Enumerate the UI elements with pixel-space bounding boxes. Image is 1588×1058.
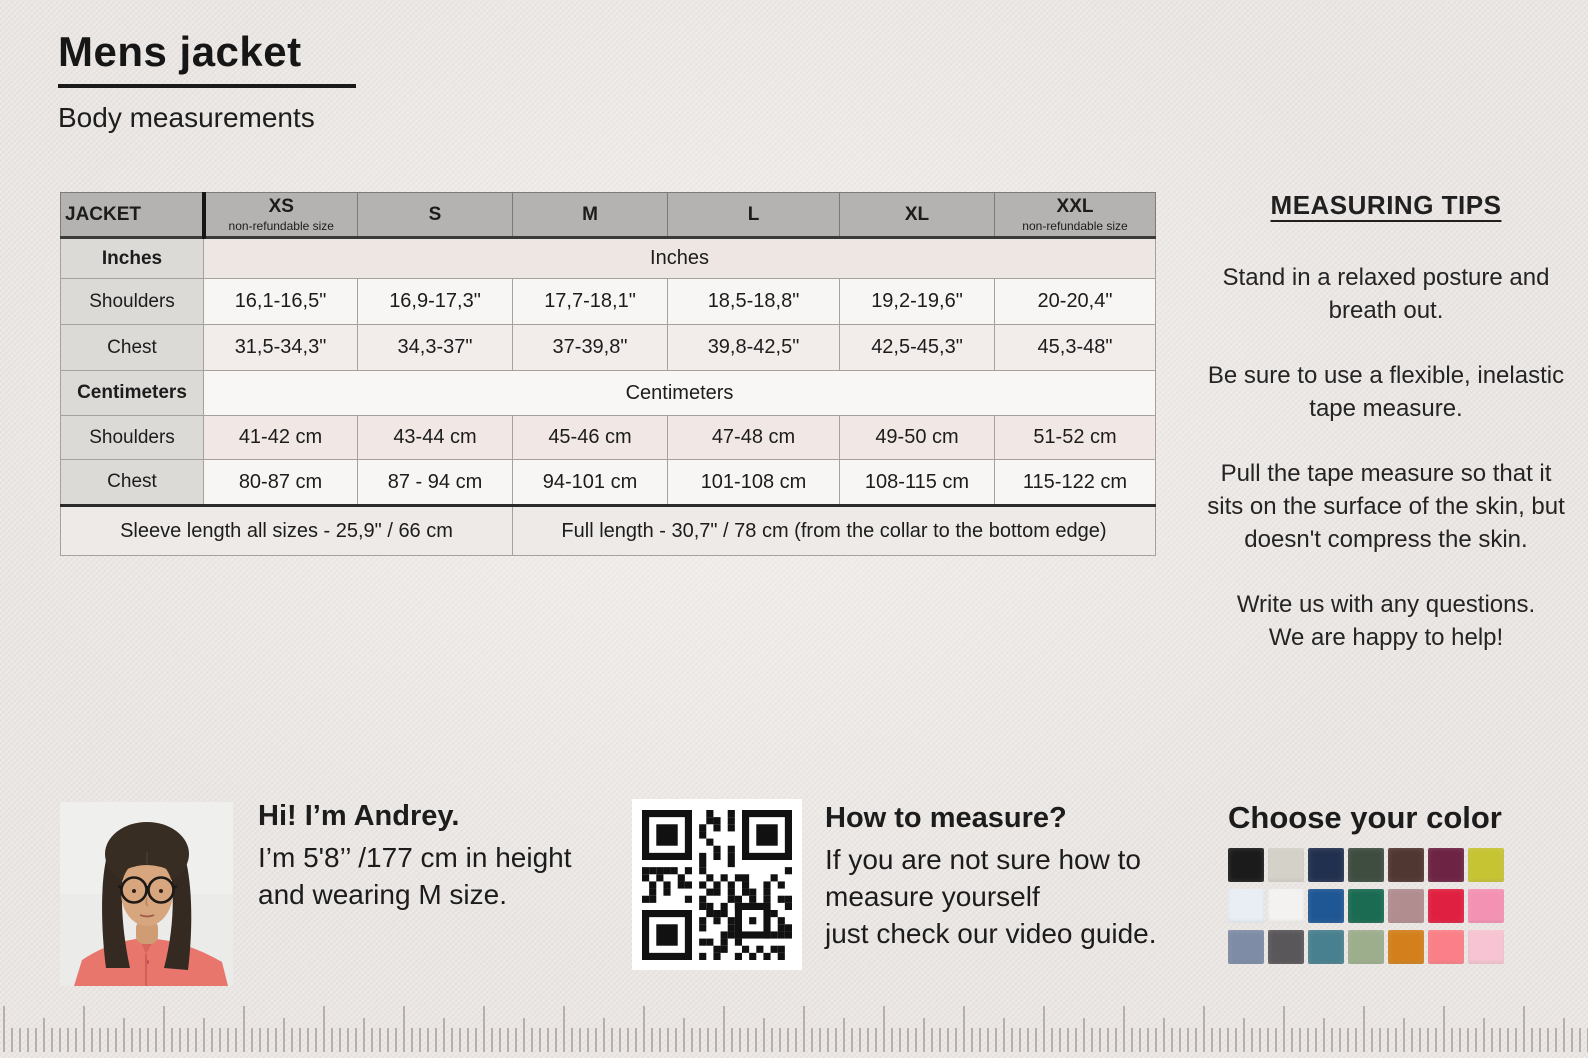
column-header-l: [668, 193, 840, 238]
chest-in-l: 39,8-42,5": [668, 325, 840, 371]
table-corner-cell: JACKET: [61, 193, 204, 238]
color-chooser-heading: Choose your color: [1228, 800, 1502, 835]
column-label: S: [428, 203, 442, 225]
tip-happy-to-help: We are happy to help!: [1268, 624, 1504, 651]
shoulders-cm-s: 43-44 cm: [358, 416, 513, 460]
section-label-centimeters: Centimeters: [61, 371, 204, 416]
chest-in-xs: 31,5-34,3": [204, 325, 358, 371]
qr-code-box: [632, 799, 802, 970]
shoulders-in-xs: 16,1-16,5": [204, 279, 358, 325]
shoulders-cm-m: 45-46 cm: [513, 416, 668, 460]
row-label-shoulders: Shoulders: [61, 279, 204, 325]
how-to-measure-line3: just check our video guide.: [825, 918, 1157, 949]
column-label: M: [582, 203, 598, 225]
inches-span-label: Inches: [204, 238, 1156, 279]
color-swatch-charcoal: [1268, 930, 1304, 964]
color-swatch-black: [1228, 848, 1264, 882]
tip-tape-tension: Pull the tape measure so that it sits on the surface of the skin, but doesn't compress the skin.: [1207, 460, 1565, 553]
column-label: XXL: [1056, 196, 1094, 217]
model-size: and wearing M size.: [258, 879, 508, 910]
color-swatch-red: [1428, 889, 1464, 923]
size-table: [60, 192, 1156, 556]
column-header-xl: [840, 193, 995, 238]
color-swatch-white: [1268, 889, 1304, 923]
color-swatch-teal: [1308, 930, 1344, 964]
chest-cm-xl: 108-115 cm: [840, 460, 995, 506]
chest-in-xxl: 45,3-48": [995, 325, 1156, 371]
chest-cm-row: [61, 460, 1156, 506]
color-swatch-orange: [1388, 930, 1424, 964]
column-label: L: [747, 203, 760, 225]
color-swatch-sage: [1348, 930, 1384, 964]
table-footer-row: [61, 506, 1156, 556]
how-to-measure-line2: measure yourself: [825, 881, 1040, 912]
shoulders-inches-row: [61, 279, 1156, 325]
page-subtitle: Body measurements: [58, 102, 315, 133]
shoulders-cm-xl: 49-50 cm: [840, 416, 995, 460]
section-label-inches: Inches: [61, 238, 204, 279]
how-to-measure: [825, 802, 1157, 952]
color-swatch-dark-brown: [1388, 848, 1424, 882]
qr-code: [642, 810, 792, 960]
color-swatch-forest-green: [1348, 848, 1384, 882]
chest-cm-xxl: 115-122 cm: [995, 460, 1156, 506]
color-chooser: [1228, 800, 1504, 964]
color-swatch-burgundy: [1428, 848, 1464, 882]
color-swatch-pink: [1468, 889, 1504, 923]
shoulders-in-m: 17,7-18,1": [513, 279, 668, 325]
size-table-grid: [60, 192, 1156, 556]
shoulders-in-xl: 19,2-19,6": [840, 279, 995, 325]
column-label: XL: [904, 203, 930, 225]
color-swatch-navy: [1308, 848, 1344, 882]
tip-posture: Stand in a relaxed posture and breath out.: [1222, 264, 1550, 324]
shoulders-cm-l: 47-48 cm: [668, 416, 840, 460]
color-swatch-light-pink: [1468, 930, 1504, 964]
shoulders-cm-xxl: 51-52 cm: [995, 416, 1156, 460]
measuring-tips: [1200, 190, 1572, 686]
row-label-shoulders: Shoulders: [61, 416, 204, 460]
color-swatch-chartreuse: [1468, 848, 1504, 882]
how-to-measure-heading: How to measure?: [825, 802, 1067, 834]
chest-inches-row: [61, 325, 1156, 371]
model-photo: [60, 802, 233, 986]
chest-cm-s: 87 - 94 cm: [358, 460, 513, 506]
how-to-measure-line1: If you are not sure how to: [825, 844, 1141, 875]
color-swatch-emerald: [1348, 889, 1384, 923]
centimeters-span-label: Centimeters: [204, 371, 1156, 416]
title-block: [58, 28, 356, 134]
shoulders-in-xxl: 20-20,4": [995, 279, 1156, 325]
full-length-note: Full length - 30,7" / 78 cm (from the collar to the bottom edge): [513, 506, 1156, 556]
chest-cm-l: 101-108 cm: [668, 460, 840, 506]
inches-section-row: [61, 238, 1156, 279]
tip-write-us: Write us with any questions.: [1236, 591, 1536, 618]
sleeve-length-note: Sleeve length all sizes - 25,9" / 66 cm: [61, 506, 513, 556]
column-label: XS: [268, 196, 294, 217]
chest-in-xl: 42,5-45,3": [840, 325, 995, 371]
column-header-s: [358, 193, 513, 238]
chest-in-s: 34,3-37": [358, 325, 513, 371]
row-label-chest: Chest: [61, 325, 204, 371]
page-title: Mens jacket: [58, 28, 302, 75]
column-header-xxl: [995, 193, 1156, 238]
shoulders-in-l: 18,5-18,8": [668, 279, 840, 325]
title-underline: [58, 84, 356, 88]
chest-in-m: 37-39,8": [513, 325, 668, 371]
table-header-row: [61, 193, 1156, 238]
color-swatch-mauve: [1388, 889, 1424, 923]
chest-cm-xs: 80-87 cm: [204, 460, 358, 506]
column-header-xs: [204, 193, 358, 238]
ruler-decoration: [0, 1000, 1588, 1058]
tip-tape-type: Be sure to use a flexible, inelastic tape measure.: [1207, 362, 1565, 422]
column-note: non-refundable size: [1022, 219, 1128, 233]
column-header-m: [513, 193, 668, 238]
centimeters-section-row: [61, 371, 1156, 416]
chest-cm-m: 94-101 cm: [513, 460, 668, 506]
color-swatch-oatmeal: [1268, 848, 1304, 882]
shoulders-cm-row: [61, 416, 1156, 460]
column-note: non-refundable size: [228, 219, 334, 233]
color-swatch-royal-blue: [1308, 889, 1344, 923]
color-swatch-slate-blue: [1228, 930, 1264, 964]
color-swatch-coral: [1428, 930, 1464, 964]
row-label-chest: Chest: [61, 460, 204, 506]
shoulders-in-s: 16,9-17,3": [358, 279, 513, 325]
model-height: I’m 5'8’’ /177 cm in height: [258, 842, 572, 873]
shoulders-cm-xs: 41-42 cm: [204, 416, 358, 460]
measuring-tips-heading: MEASURING TIPS: [1270, 190, 1502, 220]
color-swatch-grid: [1228, 848, 1504, 964]
model-greeting: Hi! I’m Andrey.: [258, 800, 460, 832]
color-swatch-ice-white: [1228, 889, 1264, 923]
model-info: [258, 800, 572, 913]
